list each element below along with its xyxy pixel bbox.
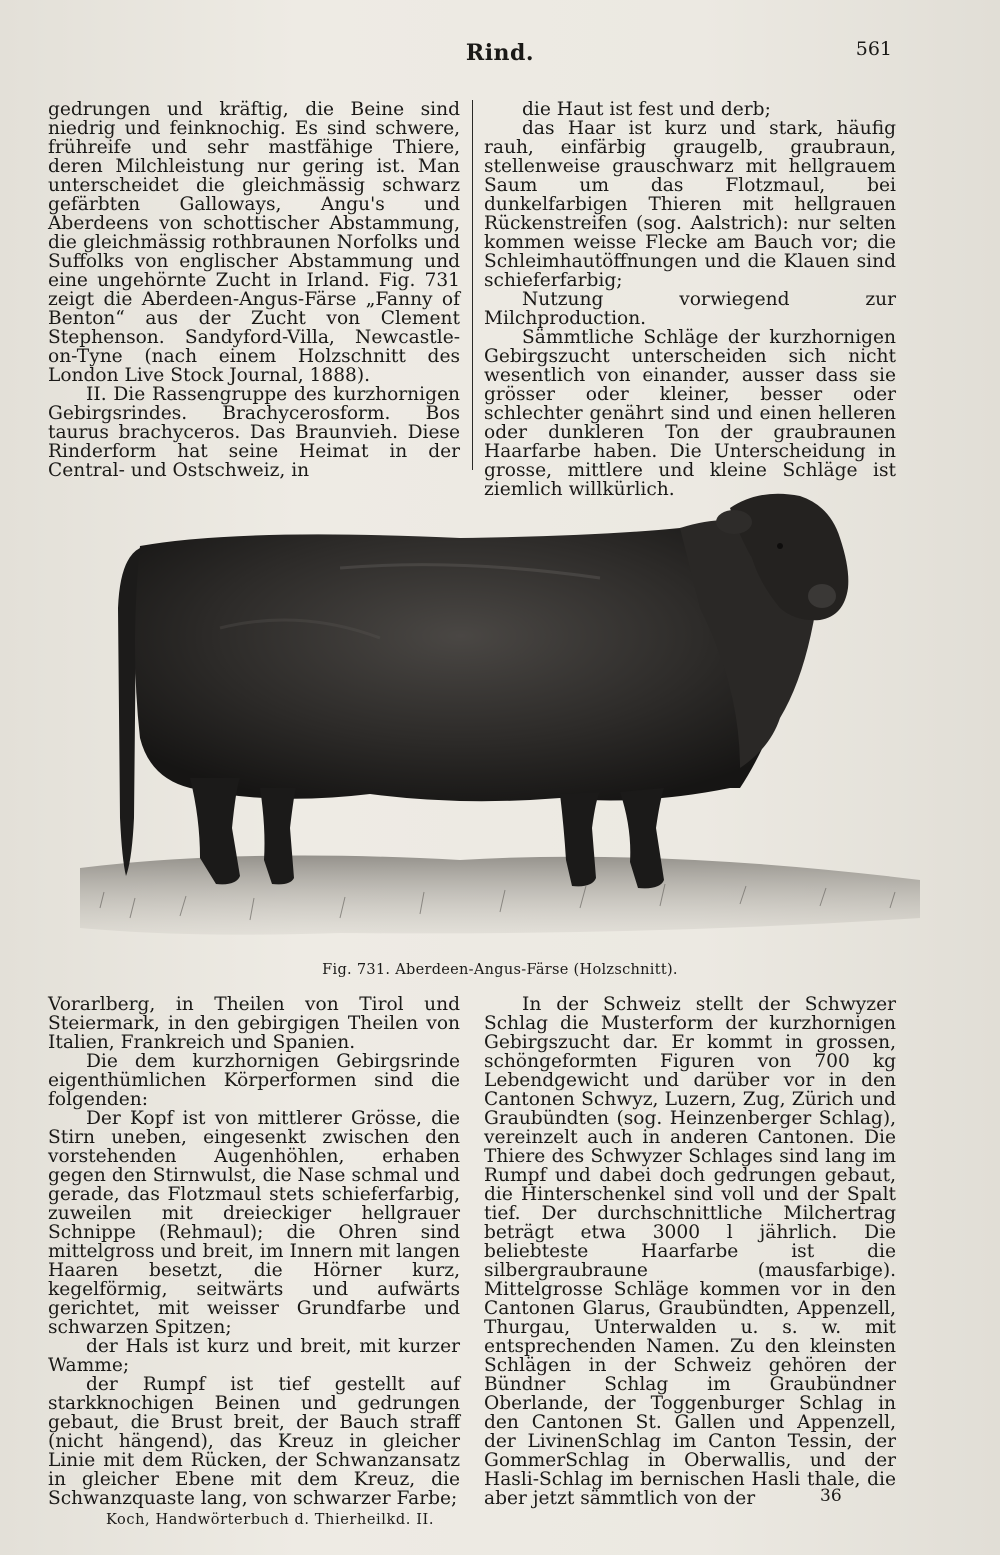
paragraph: Vorarlberg, in Theilen von Tirol und Steiermark, in den gebirgigen Theilen von Italien, Frankreich und Spanien.	[48, 994, 460, 1053]
paragraph: Die dem kurzhornigen Gebirgsrinde eigenthümlichen Körperformen sind die folgenden:	[48, 1051, 460, 1110]
paragraph: Nutzung vorwiegend zur Milchproduction.	[484, 289, 896, 329]
figure-caption: Fig. 731. Aberdeen-Angus-Färse (Holzschnitt).	[322, 962, 678, 978]
paragraph: der Hals ist kurz und breit, mit kurzer Wamme;	[48, 1336, 460, 1376]
paragraph: das Haar ist kurz und stark, häufig rauh, einfärbig graugelb, graubraun, stellenweise grauschwarz mit hellgrauem Saum um das Flotzmaul, bei dunkelfarbigen Thieren mit hellgrauen Rückenstreifen (sog. Aalstrich): nur selten kommen weisse Flecke am Bauch vor; die Schleimhautöffnungen und die Klauen sind schieferfarbig;	[484, 118, 896, 291]
column-top-left	[48, 100, 460, 480]
paragraph: In der Schweiz stellt der Schwyzer Schlag die Musterform der kurzhornigen Gebirgszucht dar. Er kommt in grossen, schöngeformten Figuren von 700 kg Lebendgewicht und darüber vor in den Cantonen Schwyz, Luzern, Zug, Zürich und Graubündten (sog. Heinzenberger Schlag), vereinzelt auch in anderen Cantonen. Die Thiere des Schwyzer Schlages sind lang im Rumpf und dabei doch gedrungen gebaut, die Hinterschenkel sind voll und der Spalt tief. Der durchschnittliche Milchertrag beträgt etwa 3000 l jährlich. Die beliebteste Haarfarbe ist die silbergraubraune (mausfarbige). Mittelgrosse Schläge kommen vor in den Cantonen Glarus, Graubündten, Appenzell, Thurgau, Unterwalden u. s. w. mit entsprechenden Namen. Zu den kleinsten Schlägen in der Schweiz gehören der Bündner Schlag im Graubündner Oberlande, der Toggenburger Schlag in den Cantonen St. Gallen und Appenzell, der LivinenSchlag im Canton Tessin, der GommerSchlag in Oberwallis, und der Hasli-Schlag im bernischen Hasli thale, die aber jetzt sämmtlich von der	[484, 994, 896, 1509]
column-top-right	[484, 100, 896, 499]
footer-source: Koch, Handwörterbuch d. Thierheilkd. II.	[106, 1512, 435, 1528]
page-title: Rind.	[465, 40, 535, 66]
page-number: 561	[855, 38, 892, 60]
paragraph: gedrungen und kräftig, die Beine sind niedrig und feinknochig. Es sind schwere, frühreife und sehr mastfähige Thiere, deren Milchleistung nur gering ist. Man unterscheidet die gleichmässig schwarz gefärbten Galloways, Angu's und Aberdeens von schottischer Abstammung, die gleichmässig rothbraunen Norfolks und Suffolks von englischer Abstammung und eine ungehörnte Zucht in Irland. Fig. 731 zeigt die Aberdeen-Angus-Färse „Fanny of Benton“ aus der Zucht von Clement Stephenson. Sandyford-Villa, Newcastle-on-Tyne (nach einem Holzschnitt des London Live Stock Journal, 1888).	[48, 99, 460, 386]
signature-mark: 36	[820, 1486, 842, 1506]
cow-illustration	[40, 488, 940, 958]
column-divider	[472, 100, 473, 470]
column-bottom-left	[48, 995, 460, 1508]
paragraph: die Haut ist fest und derb;	[522, 99, 771, 120]
column-bottom-right	[484, 995, 896, 1508]
paragraph: der Rumpf ist tief gestellt auf starkknochigen Beinen und gedrungen gebaut, die Brust breit, der Bauch straff (nicht hängend), das Kreuz in gleicher Linie mit dem Rücken, der Schwanzansatz in gleicher Ebene mit dem Kreuz, die Schwanzquaste lang, von schwarzer Farbe;	[48, 1374, 460, 1509]
paragraph: Der Kopf ist von mittlerer Grösse, die Stirn uneben, eingesenkt zwischen den vorstehenden Augenhöhlen, erhaben gegen den Stirnwulst, die Nase schmal und gerade, das Flotzmaul stets schieferfarbig, zuweilen mit dreieckiger hellgrauer Schnippe (Rehmaul); die Ohren sind mittelgross und breit, im Innern mit langen Haaren besetzt, die Hörner kurz, kegelförmig, seitwärts und aufwärts gerichtet, mit weisser Grundfarbe und schwarzen Spitzen;	[48, 1108, 460, 1338]
paragraph: Sämmtliche Schläge der kurzhornigen Gebirgszucht unterscheiden sich nicht wesentlich von einander, ausser dass sie grösser oder kleiner, besser oder schlechter genährt sind und einen helleren oder dunkleren Ton der graubraunen Haarfarbe haben. Die Unterscheidung in grosse, mittlere und kleine Schläge ist ziemlich willkürlich.	[484, 327, 896, 500]
paragraph: II. Die Rassengruppe des kurzhornigen Gebirgsrindes. Brachycerosform. Bos taurus brachyceros. Das Braunvieh. Diese Rinderform hat seine Heimat in der Central- und Ostschweiz, in	[48, 384, 460, 481]
